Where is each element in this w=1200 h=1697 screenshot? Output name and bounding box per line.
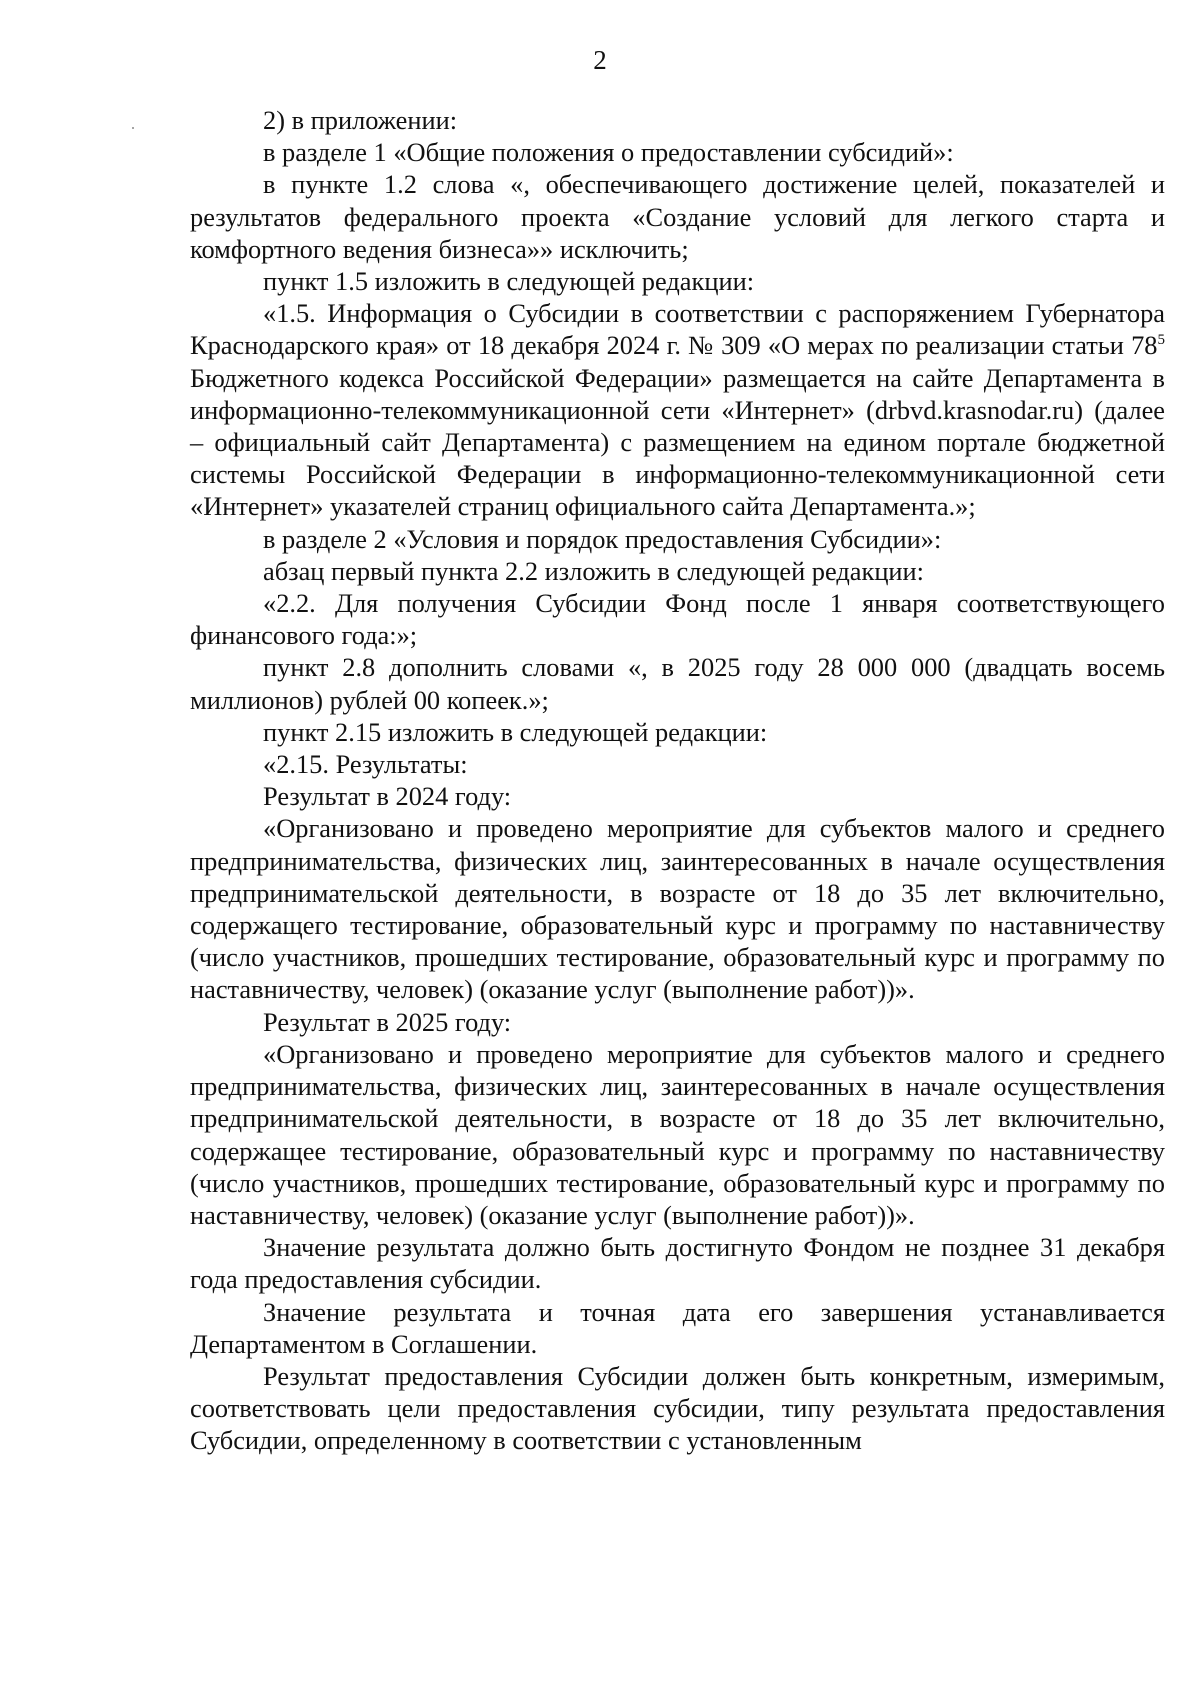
paragraph: 2) в приложении: bbox=[263, 105, 458, 135]
text-segment: Бюджетного кодекса Российской Федерации» размещается на сайте Департамента в информационно-телекоммуникационной сети «Интернет» (drbvd.krasnodar.ru) (далее – официальный сайт Департамента) с размещением на едином портале бюджетной системы Российской Федерации в информационно-телекоммуникационной сети «Интернет» указателей страниц официального сайта Департамента.»; bbox=[190, 362, 1165, 522]
document-body bbox=[190, 104, 1165, 1457]
paragraph: пункт 2.8 дополнить словами «, в 2025 году 28 000 000 (двадцать восемь миллионов) рублей 00 копеек.»; bbox=[190, 652, 1165, 715]
superscript: 5 bbox=[1157, 332, 1165, 349]
paragraph: пункт 2.15 изложить в следующей редакции: bbox=[263, 716, 768, 747]
paragraph: в разделе 2 «Условия и порядок предоставления Субсидии»: bbox=[263, 523, 942, 554]
paragraph: «Организовано и проведено мероприятие для субъектов малого и среднего предпринимательства, физических лиц, заинтересованных в начале осуществления предпринимательской деятельности, в возрасте от 18 до 35 лет включительно, содержащее тестирование, образовательный курс и программу по наставничеству (число участников, прошедших тестирование, образовательный курс и программу по наставничеству, человек) (оказание услуг (выполнение работ))». bbox=[190, 1038, 1165, 1230]
paragraph: в пункте 1.2 слова «, обеспечивающего достижение целей, показателей и результатов федерального проекта «Создание условий для легкого старта и комфортного ведения бизнеса»» исключить; bbox=[190, 169, 1165, 264]
text-segment: «1.5. Информация о Субсидии в соответствии с распоряжением Губернатора Краснодарского края» от 18 декабря 2024 г. № 309 «О мерах по реализации статьи 78 bbox=[190, 298, 1165, 361]
paragraph: «2.2. Для получения Субсидии Фонд после 1 января соответствующего финансового года:»; bbox=[190, 588, 1165, 651]
paragraph: Значение результата и точная дата его завершения устанавливается Департаментом в Соглашении. bbox=[190, 1296, 1165, 1359]
paragraph: Результат в 2025 году: bbox=[263, 1006, 512, 1037]
paragraph: Результат предоставления Субсидии должен быть конкретным, измеримым, соответствовать цели предоставления субсидии, типу результата предоставления Субсидии, определенному в соответствии с установленным bbox=[190, 1360, 1165, 1456]
scan-artifact-dot bbox=[132, 127, 134, 129]
paragraph: пункт 1.5 изложить в следующей редакции: bbox=[263, 266, 755, 297]
paragraph: в разделе 1 «Общие положения о предоставлении субсидий»: bbox=[263, 137, 954, 168]
page-number: 2 bbox=[593, 45, 607, 75]
paragraph: абзац первый пункта 2.2 изложить в следующей редакции: bbox=[263, 555, 925, 586]
paragraph: Значение результата должно быть достигнуто Фондом не позднее 31 декабря года предоставления субсидии. bbox=[190, 1232, 1165, 1295]
paragraph bbox=[190, 297, 1165, 522]
paragraph: «Организовано и проведено мероприятие для субъектов малого и среднего предпринимательства, физических лиц, заинтересованных в начале осуществления предпринимательской деятельности, в возрасте от 18 до 35 лет включительно, содержащего тестирование, образовательный курс и программу по наставничеству (число участников, прошедших тестирование, образовательный курс и программу по наставничеству, человек) (оказание услуг (выполнение работ))». bbox=[190, 813, 1165, 1005]
paragraph: Результат в 2024 году: bbox=[263, 781, 512, 812]
paragraph: «2.15. Результаты: bbox=[263, 749, 468, 780]
